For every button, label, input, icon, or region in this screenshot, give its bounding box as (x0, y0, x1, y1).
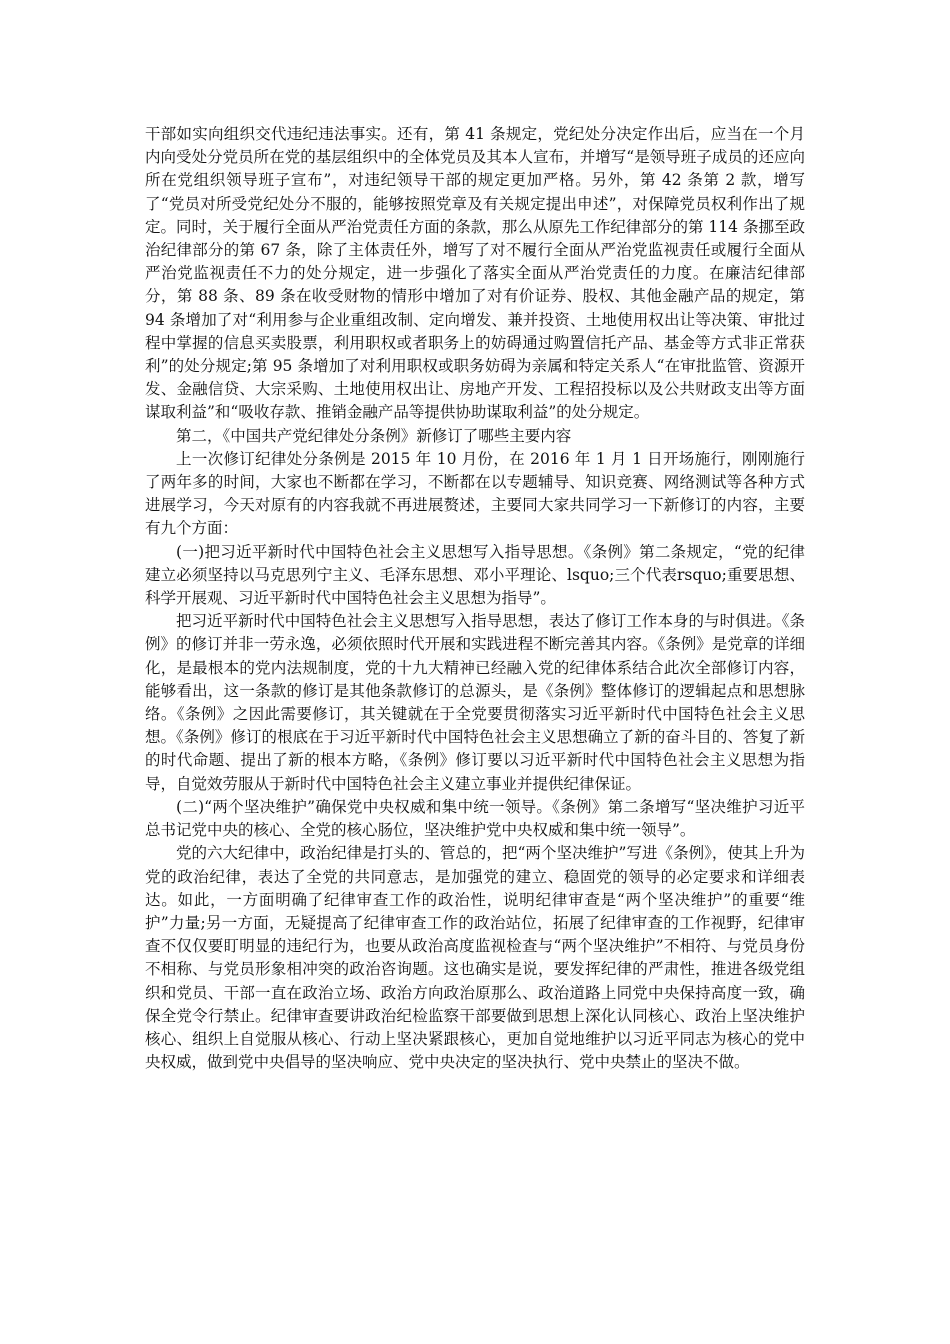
paragraph-6: (二)“两个坚决维护”确保党中央权威和集中统一领导。《条例》第二条增写“坚决维护习近平总书记党中央的核心、全党的核心肠位，坚决维护党中央权威和集中统一领导”。 (145, 797, 805, 840)
document-page (145, 123, 805, 1074)
paragraph-7: 党的六大纪律中，政治纪律是打头的、管总的，把“两个坚决维护”写进《条例》，使其上升为党的政治纪律，表达了全党的共同意志，是加强党的建立、稳固党的领导的必定要求和详细表达。如此，一方面明确了纪律审查工作的政治性，说明纪律审查是“两个坚决维护”的重要“维护”力量;另一方面，无疑提高了纪律审查工作的政治站位，拓展了纪律审查的工作视野，纪律审查不仅仅要盯明显的违纪行为，也要从政治高度监视检查与“两个坚决维护”不相符、与党员身份不相称、与党员形象相冲突的政治咨询题。这也确实是说，要发挥纪律的严肃性，推进各级党组织和党员、干部一直在政治立场、政治方向政治原那么、政治道路上同党中央保持高度一致，确保全党令行禁止。纪律审查要讲政治纪检监察干部要做到思想上深化认同核心、政治上坚决维护核心、组织上自觉服从核心、行动上坚决紧跟核心，更加自觉地维护以习近平同志为核心的党中央权威，做到党中央倡导的坚决响应、党中央决定的坚决执行、党中央禁止的坚决不做。 (145, 844, 805, 1072)
paragraph-2-heading: 第二，《中国共产党纪律处分条例》新修订了哪些主要内容 (176, 426, 572, 445)
paragraph-1: 干部如实向组织交代违纪违法事实。还有，第 41 条规定，党纪处分决定作出后，应当在一个月内向受处分党员所在党的基层组织中的全体党员及其本人宣布，并增写“是领导班子成员的还应向所在党组织领导班子宣布”，对违纪领导干部的规定更加严格。另外，第 42 条第 2 款，增写了“党员对所受党纪处分不服的，能够按照党章及有关规定提出申述”，对保障党员权利作出了规定。同时，关于履行全面从严治党责任方面的条款，那么从原先工作纪律部分的第 114 条挪至政治纪律部分的第 67 条，除了主体责任外，增写了对不履行全面从严治党监视责任或履行全面从严治党监视责任不力的处分规定，进一步强化了落实全面从严治党责任的力度。在廉洁纪律部分，第 88 条、89 条在收受财物的情形中增加了对有价证券、股权、其他金融产品的规定，第 94 条增加了对“利用参与企业重组改制、定向增发、兼并投资、土地使用权出让等决策、审批过程中掌握的信息买卖股票，利用职权或者职务上的妨碍通过购置信托产品、基金等方式非正常获利”的处分规定;第 95 条增加了对利用职权或职务妨碍为亲属和特定关系人“在审批监管、资源开发、金融信贷、大宗采购、土地使用权出让、房地产开发、工程招投标以及公共财政支出等方面谋取利益”和“吸收存款、推销金融产品等提供协助谋取利益”的处分规定。 (145, 125, 805, 422)
paragraph-5: 把习近平新时代中国特色社会主义思想写入指导思想，表达了修订工作本身的与时俱进。《条例》的修订并非一劳永逸，必须依照时代开展和实践进程不断完善其内容。《条例》是党章的详细化，是最根本的党内法规制度，党的十九大精神已经融入党的纪律体系结合此次全部修订内容，能够看出，这一条款的修订是其他条款修订的总源头，是《条例》整体修订的逻辑起点和思想脉络。《条例》之因此需要修订，其关键就在于全党要贯彻落实习近平新时代中国特色社会主义思想。《条例》修订的根底在于习近平新时代中国特色社会主义思想确立了新的奋斗目的、答复了新的时代命题、提出了新的根本方略，《条例》修订要以习近平新时代中国特色社会主义思想为指导，自觉效劳服从于新时代中国特色社会主义建立事业并提供纪律保证。 (145, 612, 805, 793)
paragraph-4: (一)把习近平新时代中国特色社会主义思想写入指导思想。《条例》第二条规定，“党的纪律建立必须坚持以马克思列宁主义、毛泽东思想、邓小平理论、lsquo;三个代表rsquo;重要思想、科学开展观、习近平新时代中国特色社会主义思想为指导”。 (145, 542, 805, 608)
paragraph-3: 上一次修订纪律处分条例是 2015 年 10 月份，在 2016 年 1 月 1 日开场施行，刚刚施行了两年多的时间，大家也不断都在学习，不断都在以专题辅导、知识竞赛、网络测试等各种方式进展学习，今天对原有的内容我就不再进展赘述，主要同大家共同学习一下新修订的内容，主要有九个方面： (145, 449, 805, 538)
